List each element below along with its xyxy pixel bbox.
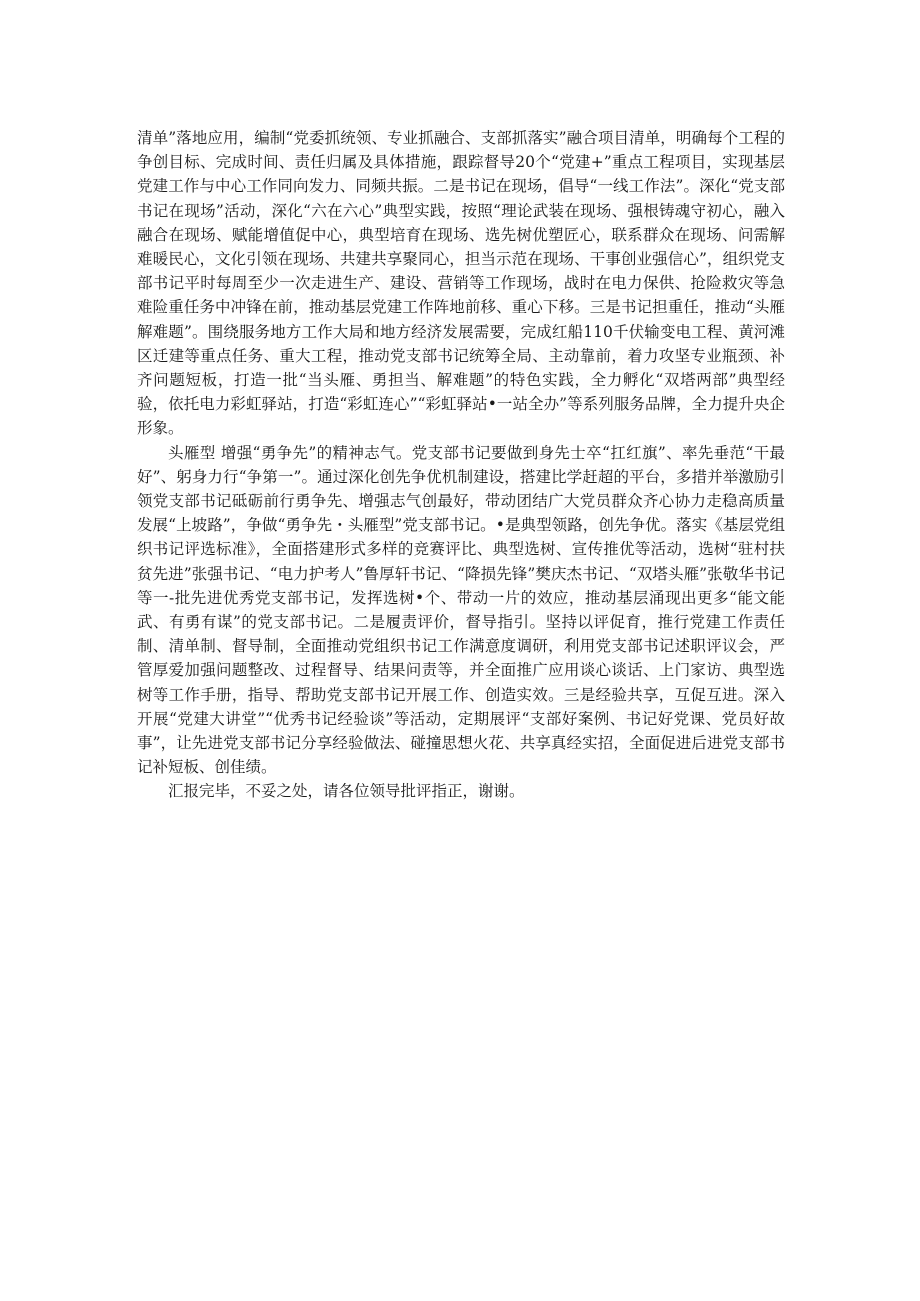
paragraph-leader-type: 头雁型 增强“勇争先”的精神志气。党支部书记要做到身先士卒“扛红旗”、率先垂范“干最好”、躬身力行“争第一”。通过深化创先争优机制建设，搭建比学赶超的平台，多措并举激励引领党支部书记砥砺前行勇争先、增强志气创最好，带动团结广大党员群众齐心协力走稳高质量发展“上坡路”，争做“勇争先・头雁型”党支部书记。•是典型领路，创先争优。落实《基层党组织书记评选标准》，全面搭建形式多样的竞赛评比、典型选树、宣传推优等活动，选树“驻村扶贫先进”张强书记、“电力护考人”鲁厚轩书记、“降损先锋”樊庆杰书记、“双塔头雁”张敬华书记等一-批先进优秀党支部书记，发挥选树•个、带动一片的效应，推动基层涌现出更多“能文能武、有勇有谋”的党支部书记。二是履责评价，督导指引。坚持以评促育，推行党建工作责任制、清单制、督导制，全面推动党组织书记工作满意度调研，利用党支部书记述职评议会，严管厚爱加强问题整改、过程督导、结果问责等，并全面推广应用谈心谈话、上门家访、典型选树等工作手册，指导、帮助党支部书记开展工作、创造实效。三是经验共享，互促互进。深入开展“党建大讲堂”“优秀书记经验谈”等活动，定期展评“支部好案例、书记好党课、党员好故事”，让先进党支部书记分享经验做法、碰撞思想火花、共享真经实招，全面促进后进党支部书记补短板、创佳绩。 [137, 443, 785, 777]
document-body [137, 126, 785, 804]
paragraph-continuation: 清单”落地应用，编制“党委抓统领、专业抓融合、支部抓落实”融合项目清单，明确每个工程的争创目标、完成时间、责任归属及具体措施，跟踪督导20个“党建+”重点工程项目，实现基层党建工作与中心工作同向发力、同频共振。二是书记在现场，倡导“一线工作法”。深化“党支部书记在现场”活动，深化“六在六心”典型实践，按照“理论武装在现场、强根铸魂守初心，融入融合在现场、赋能增值促中心，典型培育在现场、选先树优塑匠心，联系群众在现场、问需解难暖民心，文化引领在现场、共建共享聚同心，担当示范在现场、干事创业强信心”，组织党支部书记平时每周至少一次走进生产、建设、营销等工作现场，战时在电力保供、抢险救灾等急难险重任务中冲锋在前，推动基层党建工作阵地前移、重心下移。三是书记担重任，推动“头雁解难题”。围绕服务地方工作大局和地方经济发展需要，完成红船110千伏输变电工程、黄河滩区迁建等重点任务、重大工程，推动党支部书记统筹全局、主动靠前，着力攻坚专业瓶颈、补齐问题短板，打造一批“当头雁、勇担当、解难题”的特色实践，全力孵化“双塔两部”典型经验，依托电力彩虹驿站，打造“彩虹连心”“彩虹驿站•一站全办”等系列服务品牌，全力提升央企形象。 [137, 129, 785, 438]
paragraph-closing: 汇报完毕，不妥之处，请各位领导批评指正，谢谢。 [168, 782, 525, 801]
